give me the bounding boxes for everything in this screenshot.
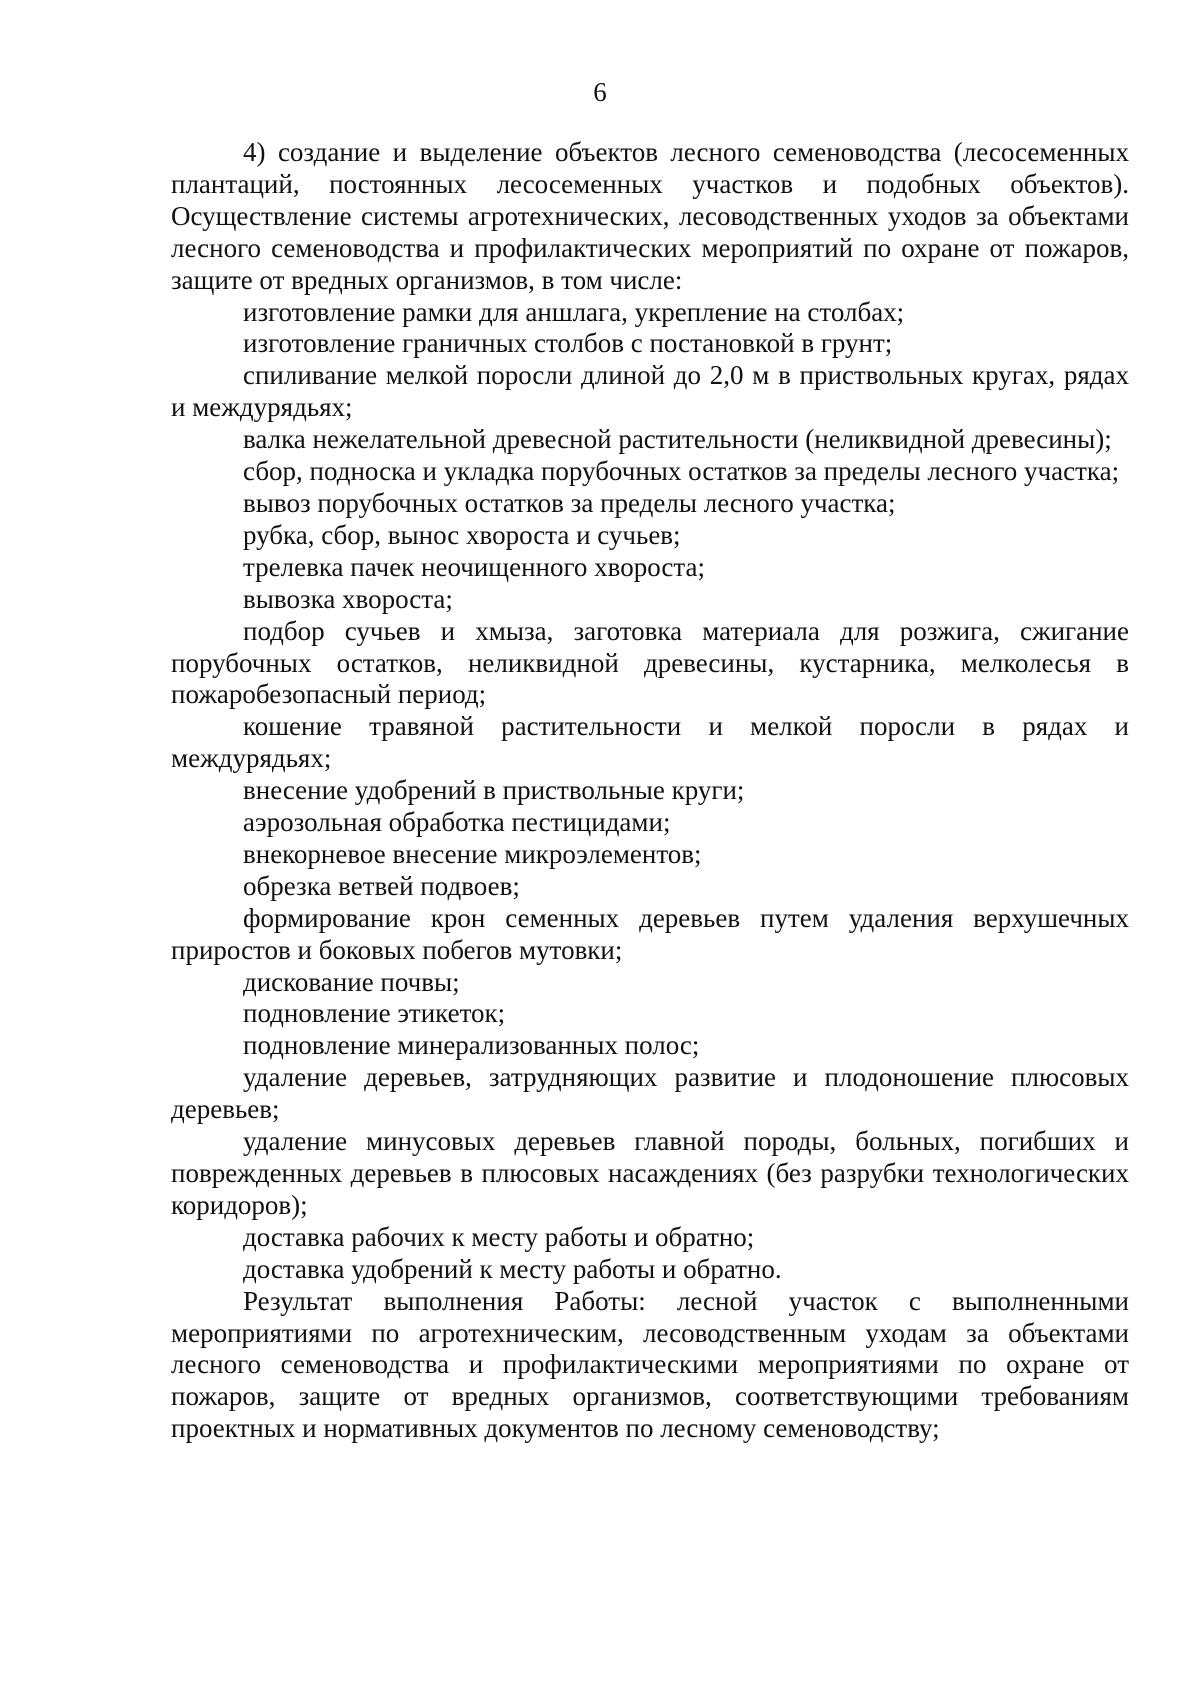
list-item: формирование крон семенных деревьев путем удаления верхушечных приростов и боковых побегов мутовки; (171, 902, 1129, 965)
list-item: изготовление граничных столбов с постановкой в грунт; (243, 328, 893, 359)
list-item: обрезка ветвей подвоев; (243, 870, 520, 901)
list-item: изготовление рамки для аншлага, укрепление на столбах; (243, 296, 905, 327)
list-item: внесение удобрений в приствольные круги; (243, 775, 745, 806)
result-paragraph: Результат выполнения Работы: лесной участок с выполненными мероприятиями по агротехническим, лесоводственным уходам за объектами лесного семеноводства и профилактическими мероприятиями по охране от пожаров, защите от вредных организмов, соответствующими требованиям проектных и нормативных документов по лесному семеноводству; (171, 1285, 1129, 1444)
page-number: 6 (593, 77, 607, 107)
list-item: дискование почвы; (243, 966, 460, 997)
list-item: подновление этикеток; (243, 998, 506, 1029)
list-item: удаление деревьев, затрудняющих развитие и плодоношение плюсовых деревьев; (171, 1062, 1129, 1125)
list-item: валка нежелательной древесной растительности (неликвидной древесины); (243, 424, 1112, 455)
list-item: доставка рабочих к месту работы и обратно; (243, 1221, 755, 1252)
list-item: подновление минерализованных полос; (243, 1030, 700, 1061)
list-item: сбор, подноска и укладка порубочных остатков за пределы лесного участка; (243, 456, 1120, 487)
list-item: рубка, сбор, вынос хвороста и сучьев; (243, 519, 681, 550)
list-item: подбор сучьев и хмыза, заготовка материала для розжига, сжигание порубочных остатков, неликвидной древесины, кустарника, мелколесья в пожаробезопасный период; (171, 615, 1129, 710)
list-item: кошение травяной растительности и мелкой поросли в рядах и междурядьях; (171, 711, 1129, 774)
list-item: вывоз порубочных остатков за пределы лесного участка; (243, 487, 896, 518)
list-item: трелевка пачек неочищенного хвороста; (243, 551, 705, 582)
list-item: доставка удобрений к месту работы и обратно. (243, 1253, 782, 1284)
list-item: аэрозольная обработка пестицидами; (243, 807, 671, 838)
list-item: удаление минусовых деревьев главной породы, больных, погибших и поврежденных деревьев в плюсовых насаждениях (без разрубки технологических коридоров); (171, 1126, 1129, 1220)
list-item: вывозка хвороста; (243, 583, 453, 614)
list-item: спиливание мелкой поросли длиной до 2,0 м в приствольных кругах, рядах и междурядьях; (171, 360, 1129, 423)
document-body (171, 137, 1129, 1445)
paragraph-item-4: 4) создание и выделение объектов лесного семеноводства (лесосеменных плантаций, постоянных лесосеменных участков и подобных объектов). Осуществление системы агротехнических, лесоводственных уходов за объектами лесного семеноводства и профилактических мероприятий по охране от пожаров, защите от вредных организмов, в том числе: (171, 137, 1129, 295)
list-item: внекорневое внесение микроэлементов; (243, 838, 702, 869)
